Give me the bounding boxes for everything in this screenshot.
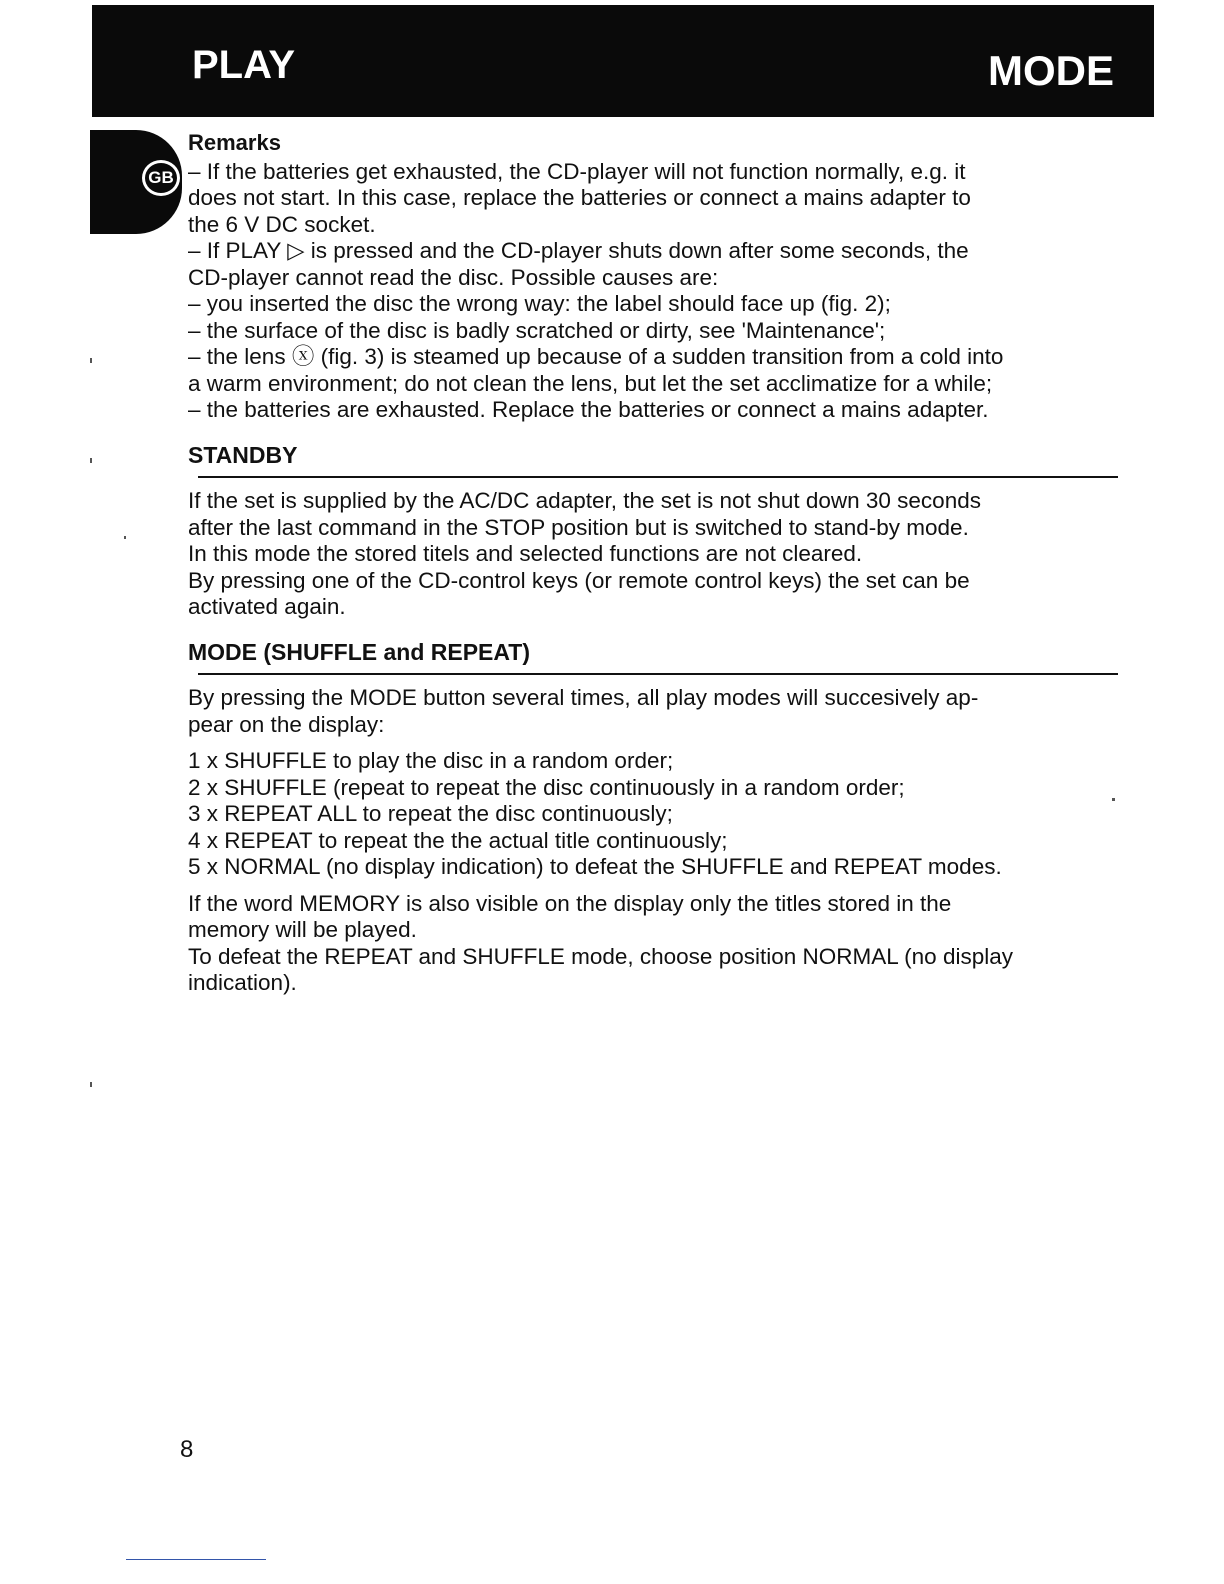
scan-artifact [1112,798,1115,801]
remarks-section [188,130,1118,424]
standby-section [188,442,1118,621]
scan-artifact [124,536,126,539]
spacer [188,738,1118,748]
remarks-line: – the lens ⓧ (fig. 3) is steamed up because of a sudden transition from a cold into [188,344,1004,369]
mode-outro-line: If the word MEMORY is also visible on the display only the titles stored in the [188,890,952,916]
standby-divider [198,476,1118,478]
remarks-line: – If the batteries get exhausted, the CD-player will not function normally, e.g. it [188,158,966,184]
remarks-line: – the surface of the disc is badly scratched or dirty, see 'Maintenance'; [188,317,886,343]
mode-outro-line: To defeat the REPEAT and SHUFFLE mode, choose position NORMAL (no display [188,943,1013,969]
standby-line: activated again. [188,594,346,619]
remarks-line: a warm environment; do not clean the lens, but let the set acclimatize for a while; [188,370,993,396]
standby-line: If the set is supplied by the AC/DC adapter, the set is not shut down 30 seconds [188,488,981,513]
page-content [188,130,1118,997]
language-tab [90,130,182,234]
scan-artifact [90,1082,92,1087]
spacer [188,881,1118,891]
mode-list-item: 3 x REPEAT ALL to repeat the disc continuously; [188,801,673,826]
page-number: 8 [180,1436,194,1463]
mode-intro-line: By pressing the MODE button several times, all play modes will succesively ap- [188,685,979,710]
scan-artifact [90,458,92,463]
mode-list-item: 2 x SHUFFLE (repeat to repeat the disc continuously in a random order; [188,774,905,800]
standby-line: In this mode the stored titels and selected functions are not cleared. [188,541,863,566]
mode-list-item: 4 x REPEAT to repeat the the actual title continuously; [188,827,728,853]
remarks-line: does not start. In this case, replace the batteries or connect a mains adapter to [188,185,971,210]
mode-divider [198,673,1118,675]
language-badge: GB [142,160,180,196]
header-bar [92,5,1154,117]
remarks-line: – you inserted the disc the wrong way: the label should face up (fig. 2); [188,291,891,316]
remarks-line: the 6 V DC socket. [188,211,376,237]
standby-line: after the last command in the STOP position but is switched to stand-by mode. [188,514,969,540]
scan-artifact [90,358,92,363]
footer-line [126,1559,266,1560]
header-title-play: PLAY [192,43,296,87]
mode-outro-line: memory will be played. [188,917,417,942]
mode-list-item: 1 x SHUFFLE to play the disc in a random order; [188,748,674,773]
mode-outro-line: indication). [188,970,297,995]
remarks-line: – the batteries are exhausted. Replace the batteries or connect a mains adapter. [188,397,989,422]
mode-title: MODE (SHUFFLE and REPEAT) [188,638,531,665]
remarks-line: – If PLAY ▷ is pressed and the CD-player shuts down after some seconds, the [188,238,969,263]
mode-intro-line: pear on the display: [188,711,385,737]
standby-line: By pressing one of the CD-control keys (or remote control keys) the set can be [188,567,970,593]
remarks-heading: Remarks [188,130,281,155]
mode-section [188,639,1118,997]
remarks-line: CD-player cannot read the disc. Possible causes are: [188,264,719,290]
standby-title: STANDBY [188,441,298,468]
header-title-mode: MODE [988,47,1114,94]
mode-list-item: 5 x NORMAL (no display indication) to defeat the SHUFFLE and REPEAT modes. [188,854,1002,879]
